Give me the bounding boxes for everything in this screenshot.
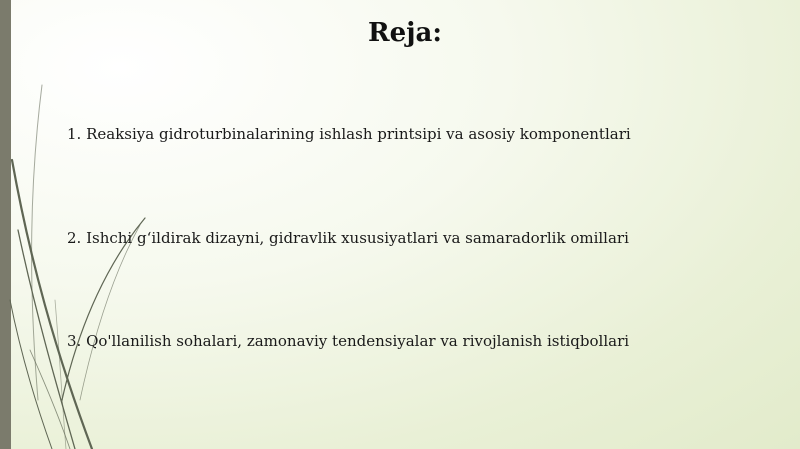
list-item: 2. Ishchi g‘ildirak dizayni, gidravlik xususiyatlari va samaradorlik omillari — [67, 229, 629, 247]
list-item: 1. Reaksiya gidroturbinalarining ishlash printsipi va asosiy komponentlari — [67, 125, 631, 143]
list-item: 3. Qo'llanilish sohalari, zamonaviy tendensiyalar va rivojlanish istiqbollari — [67, 332, 630, 350]
leaf-line — [55, 300, 66, 449]
decorative-leaf-lines — [0, 0, 200, 449]
leaf-line — [32, 85, 42, 400]
leaf-line — [12, 160, 92, 449]
slide-title: Reja: — [367, 18, 442, 48]
leaf-line — [10, 300, 52, 449]
